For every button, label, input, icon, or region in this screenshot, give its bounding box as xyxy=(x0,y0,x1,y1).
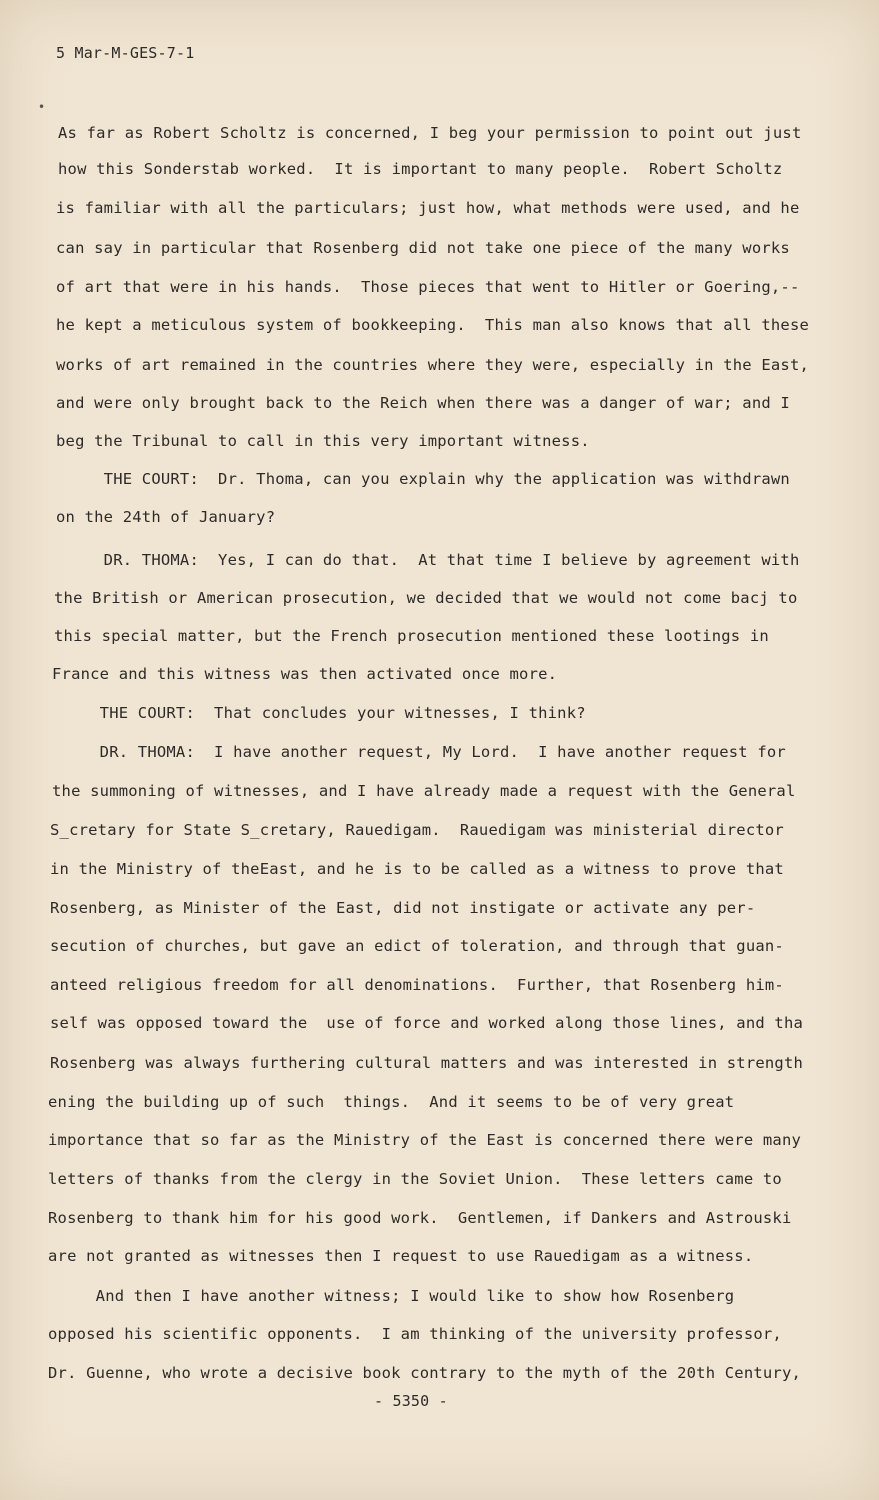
text-line: self was opposed toward the use of force and worked along those lines, and tha xyxy=(50,1014,804,1032)
text-line: And then I have another witness; I would like to show how Rosenberg xyxy=(48,1287,735,1305)
text-line: on the 24th of January? xyxy=(56,508,276,526)
text-line: is familiar with all the particulars; just how, what methods were used, and he xyxy=(56,199,800,217)
text-line: As far as Robert Scholtz is concerned, I beg your permission to point out just xyxy=(58,124,802,142)
text-line: S_cretary for State S_cretary, Rauedigam. Rauedigam was ministerial director xyxy=(50,821,784,839)
text-line: Dr. Guenne, who wrote a decisive book contrary to the myth of the 20th Century, xyxy=(48,1364,802,1382)
text-line: Rosenberg, as Minister of the East, did not instigate or activate any per- xyxy=(50,899,756,917)
text-line: letters of thanks from the clergy in the Soviet Union. These letters came to xyxy=(48,1170,782,1188)
margin-mark: • xyxy=(38,100,46,114)
text-line: THE COURT: Dr. Thoma, can you explain why the application was withdrawn xyxy=(56,470,790,488)
text-line: he kept a meticulous system of bookkeeping. This man also knows that all these xyxy=(56,316,810,334)
text-line: and were only brought back to the Reich when there was a danger of war; and I xyxy=(56,394,790,412)
text-line: Rosenberg was always furthering cultural matters and was interested in strength xyxy=(50,1054,804,1072)
text-line: ening the building up of such things. And it seems to be of very great xyxy=(48,1093,735,1111)
text-line: anteed religious freedom for all denominations. Further, that Rosenberg him- xyxy=(50,976,784,994)
text-line: how this Sonderstab worked. It is important to many people. Robert Scholtz xyxy=(58,160,783,178)
text-line: are not granted as witnesses then I request to use Rauedigam as a witness. xyxy=(48,1247,754,1265)
text-line: THE COURT: That concludes your witnesses, I think? xyxy=(52,704,586,722)
text-line: of art that were in his hands. Those pieces that went to Hitler or Goering,-- xyxy=(56,278,800,296)
text-line: Rosenberg to thank him for his good work. Gentlemen, if Dankers and Astrouski xyxy=(48,1209,792,1227)
text-line: secution of churches, but gave an edict of toleration, and through that guan- xyxy=(50,937,784,955)
text-line: this special matter, but the French prosecution mentioned these lootings in xyxy=(54,627,769,645)
text-line: DR. THOMA: I have another request, My Lord. I have another request for xyxy=(52,743,786,761)
text-line: opposed his scientific opponents. I am thinking of the university professor, xyxy=(48,1325,782,1343)
page-number: - 5350 - xyxy=(374,1392,448,1410)
text-line: the British or American prosecution, we decided that we would not come bacj to xyxy=(54,589,798,607)
text-line: in the Ministry of theEast, and he is to be called as a witness to prove that xyxy=(50,860,784,878)
text-line: can say in particular that Rosenberg did not take one piece of the many works xyxy=(56,239,790,257)
text-line: importance that so far as the Ministry of the East is concerned there were many xyxy=(48,1131,802,1149)
text-line: works of art remained in the countries where they were, especially in the East, xyxy=(56,356,810,374)
document-code: 5 Mar-M-GES-7-1 xyxy=(56,44,195,62)
text-line: the summoning of witnesses, and I have already made a request with the General xyxy=(52,782,796,800)
text-line: beg the Tribunal to call in this very important witness. xyxy=(56,432,590,450)
text-line: France and this witness was then activated once more. xyxy=(52,665,558,683)
text-line: DR. THOMA: Yes, I can do that. At that time I believe by agreement with xyxy=(56,551,800,569)
